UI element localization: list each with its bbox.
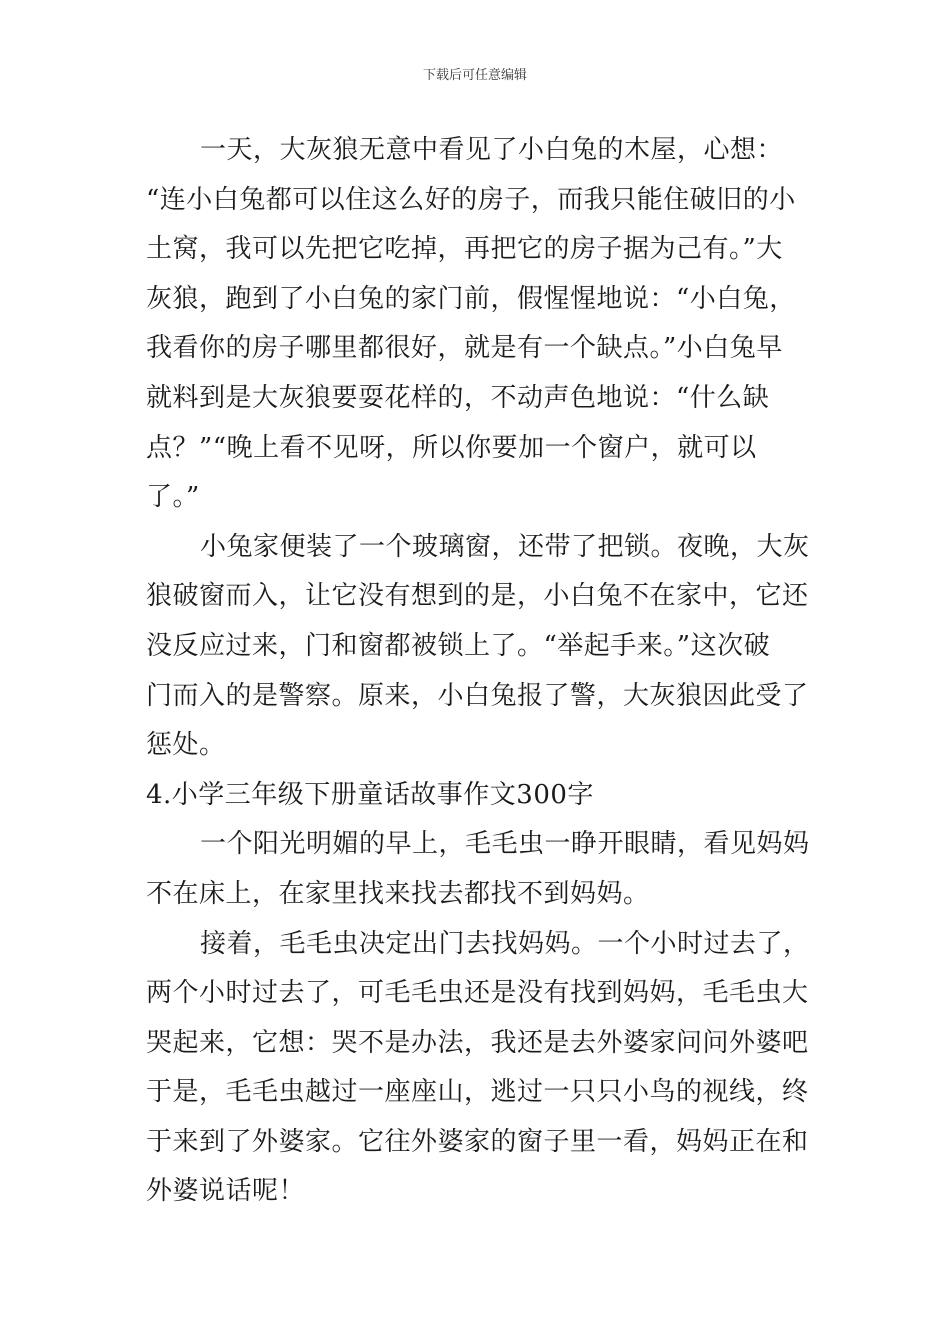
paragraph-line: 于来到了外婆家。它往外婆家的窗子里一看，妈妈正在和	[146, 1126, 809, 1157]
paragraph-line: 两个小时过去了，可毛毛虫还是没有找到妈妈，毛毛虫大	[146, 978, 809, 1009]
paragraph-line: 一个阳光明媚的早上，毛毛虫一睁开眼睛，看见妈妈	[200, 829, 810, 860]
paragraph-line: 了。”	[146, 482, 200, 513]
section-heading: 4.小学三年级下册童话故事作文300字	[146, 779, 594, 810]
paragraph-line: 一天，大灰狼无意中看见了小白兔的木屋，心想：	[200, 135, 784, 165]
paragraph-line: 于是，毛毛虫越过一座座山，逃过一只只小鸟的视线，终	[146, 1077, 809, 1108]
paragraph-line: 哭起来，它想：哭不是办法，我还是去外婆家问问外婆吧	[146, 1027, 809, 1058]
paragraph-line: 不在床上，在家里找来找去都找不到妈妈。	[146, 878, 650, 909]
paragraph-line: “连小白兔都可以住这么好的房子，而我只能住破旧的小	[146, 184, 796, 215]
paragraph-line: 外婆说话呢！	[146, 1176, 306, 1207]
paragraph-line: 小兔家便装了一个玻璃窗，还带了把锁。夜晚，大灰	[200, 531, 810, 562]
paragraph-line: 门而入的是警察。原来，小白兔报了警，大灰狼因此受了	[146, 680, 809, 711]
paragraph-line: 灰狼，跑到了小白兔的家门前，假惺惺地说：“小白兔，	[146, 283, 796, 314]
paragraph-line: 我看你的房子哪里都很好，就是有一个缺点。”小白兔早	[146, 333, 783, 364]
page-header: 下载后可任意编辑	[422, 68, 527, 83]
paragraph-line: 就料到是大灰狼要耍花样的，不动声色地说：“什么缺	[146, 382, 770, 413]
paragraph-line: 狼破窗而入，让它没有想到的是，小白兔不在家中，它还	[146, 581, 809, 612]
paragraph-line: 点？”“晚上看不见呀，所以你要加一个窗户，就可以	[146, 432, 757, 463]
paragraph-line: 接着，毛毛虫决定出门去找妈妈。一个小时过去了，	[200, 928, 810, 959]
paragraph-line: 惩处。	[146, 730, 226, 761]
paragraph-line: 没反应过来，门和窗都被锁上了。“举起手来。”这次破	[146, 630, 771, 661]
document-body	[146, 126, 810, 1217]
paragraph-line: 土窝，我可以先把它吃掉，再把它的房子据为己有。”大	[146, 234, 783, 265]
